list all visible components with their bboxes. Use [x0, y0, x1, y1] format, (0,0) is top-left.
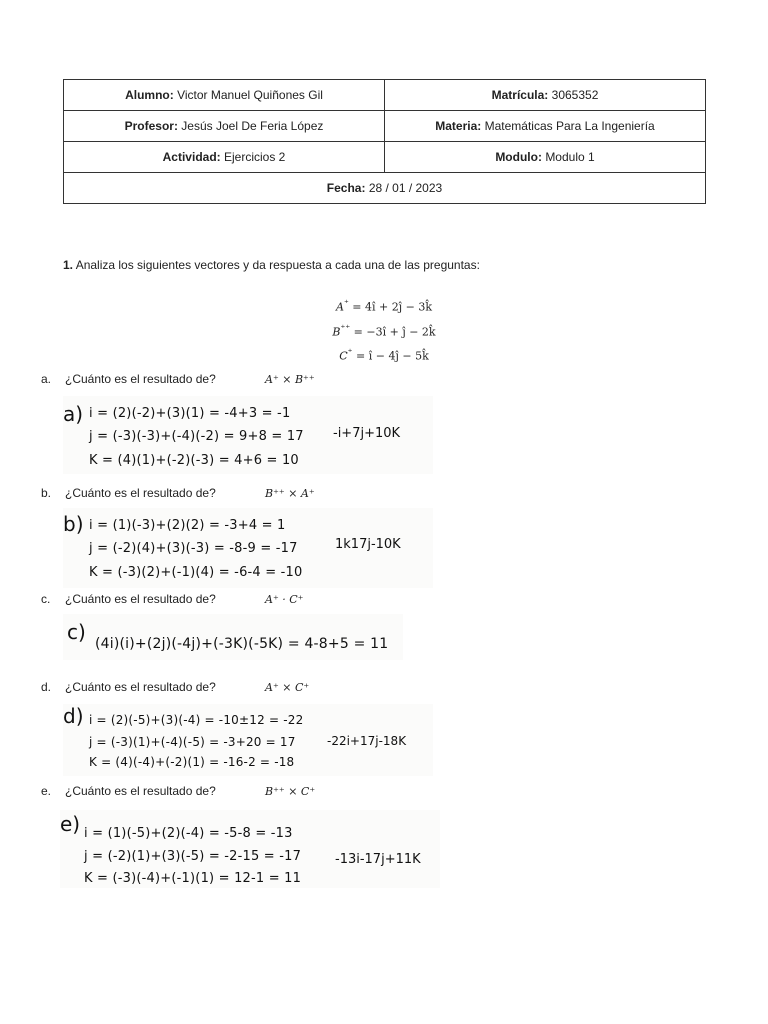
item-b: [41, 486, 315, 502]
item-letter: e.: [41, 784, 52, 798]
item-letter: a.: [41, 372, 52, 386]
answer-line: j = (-2)(1)+(3)(-5) = -2-15 = -17: [84, 849, 302, 864]
vector-b: [0, 318, 768, 343]
answer-label: e): [60, 812, 81, 836]
matricula-label: Matrícula:: [491, 88, 549, 102]
actividad-cell: [64, 142, 385, 173]
actividad-value: Ejercicios 2: [224, 150, 286, 164]
answer-line: i = (2)(-5)+(3)(-4) = -10±12 = -22: [89, 713, 304, 727]
profesor-cell: [64, 111, 385, 142]
item-d: [41, 680, 309, 696]
vector-name: A: [335, 300, 344, 314]
answer-line: i = (2)(-2)+(3)(1) = -4+3 = -1: [89, 406, 291, 421]
answer-line: j = (-2)(4)+(3)(-3) = -8-9 = -17: [89, 541, 298, 556]
answer-line: i = (1)(-5)+(2)(-4) = -5-8 = -13: [84, 826, 293, 841]
item-letter: d.: [41, 680, 52, 694]
student-info-table: [63, 79, 706, 204]
alumno-value: Victor Manuel Quiñones Gil: [177, 88, 323, 102]
alumno-cell: [64, 80, 385, 111]
answer-line: K = (4)(-4)+(-2)(1) = -16-2 = -18: [89, 755, 295, 769]
alumno-label: Alumno:: [125, 88, 174, 102]
info-row: [64, 80, 706, 111]
answer-label: c): [67, 620, 86, 644]
answer-result-e: -13i-17j+11K: [335, 852, 421, 867]
item-a: [41, 372, 315, 388]
materia-cell: [385, 111, 706, 142]
vector-definitions: [0, 293, 768, 367]
handwritten-answer-c: [63, 614, 403, 660]
item-question: ¿Cuánto es el resultado de?: [65, 592, 216, 606]
item-operation: A⁺ × C⁺: [265, 681, 310, 694]
answer-label: d): [63, 704, 84, 728]
profesor-label: Profesor:: [124, 119, 178, 133]
item-question: ¿Cuánto es el resultado de?: [65, 372, 216, 386]
vector-expression: = −3î + ĵ − 2k̂: [353, 325, 436, 339]
answer-result-a: -i+7j+10K: [333, 426, 401, 441]
item-e: [41, 784, 315, 800]
item-question: ¿Cuánto es el resultado de?: [65, 784, 216, 798]
item-operation: A⁺ × B⁺⁺: [265, 373, 315, 386]
question-number: 1.: [63, 258, 74, 272]
answer-label: b): [63, 512, 84, 536]
vector-arrow: ⁺: [343, 298, 349, 309]
matricula-value: 3065352: [551, 88, 599, 102]
item-letter: b.: [41, 486, 52, 500]
item-operation: B⁺⁺ × A⁺: [265, 487, 315, 500]
question-prompt: [63, 258, 480, 272]
profesor-value: Jesús Joel De Feria López: [181, 119, 324, 133]
question-text: Analiza los siguientes vectores y da respuesta a cada una de las preguntas:: [75, 258, 480, 272]
vector-c: [0, 342, 768, 367]
vector-expression: = î − 4ĵ − 5k̂: [356, 349, 429, 363]
item-operation: A⁺ · C⁺: [265, 593, 304, 606]
info-row: [64, 111, 706, 142]
answer-result-d: -22i+17j-18K: [327, 734, 407, 748]
matricula-cell: [385, 80, 706, 111]
vector-a: [0, 293, 768, 318]
info-row: [64, 142, 706, 173]
materia-label: Materia:: [435, 119, 482, 133]
fecha-label: Fecha:: [326, 181, 366, 195]
answer-line: i = (1)(-3)+(2)(2) = -3+4 = 1: [89, 518, 286, 533]
handwritten-answer-e: [60, 810, 440, 888]
answer-result-b: 1k17j-10K: [335, 537, 401, 552]
item-question: ¿Cuánto es el resultado de?: [65, 486, 216, 500]
answer-line: (4i)(i)+(2j)(-4j)+(-3K)(-5K) = 4-8+5 = 11: [95, 636, 389, 652]
item-letter: c.: [41, 592, 51, 606]
vector-expression: = 4î + 2ĵ − 3k̂: [352, 300, 433, 314]
answer-line: K = (-3)(-4)+(-1)(1) = 12-1 = 11: [84, 871, 302, 886]
answer-line: j = (-3)(-3)+(-4)(-2) = 9+8 = 17: [89, 429, 304, 444]
fecha-value: 28 / 01 / 2023: [368, 181, 443, 195]
vector-name: C: [339, 349, 348, 363]
fecha-cell: [64, 173, 706, 204]
vector-name: B: [332, 325, 341, 339]
answer-line: j = (-3)(1)+(-4)(-5) = -3+20 = 17: [89, 735, 296, 749]
vector-arrow: ⁺⁺: [340, 322, 351, 334]
answer-label: a): [63, 402, 84, 426]
info-row: [64, 173, 706, 204]
answer-line: K = (4)(1)+(-2)(-3) = 4+6 = 10: [89, 453, 299, 468]
modulo-cell: [385, 142, 706, 173]
modulo-value: Modulo 1: [545, 150, 595, 164]
modulo-label: Modulo:: [495, 150, 542, 164]
item-c: [41, 592, 303, 608]
actividad-label: Actividad:: [162, 150, 221, 164]
answer-line: K = (-3)(2)+(-1)(4) = -6-4 = -10: [89, 565, 303, 580]
item-question: ¿Cuánto es el resultado de?: [65, 680, 216, 694]
item-operation: B⁺⁺ × C⁺: [265, 785, 316, 798]
materia-value: Matemáticas Para La Ingeniería: [484, 119, 655, 133]
vector-arrow: ⁺: [347, 347, 353, 359]
